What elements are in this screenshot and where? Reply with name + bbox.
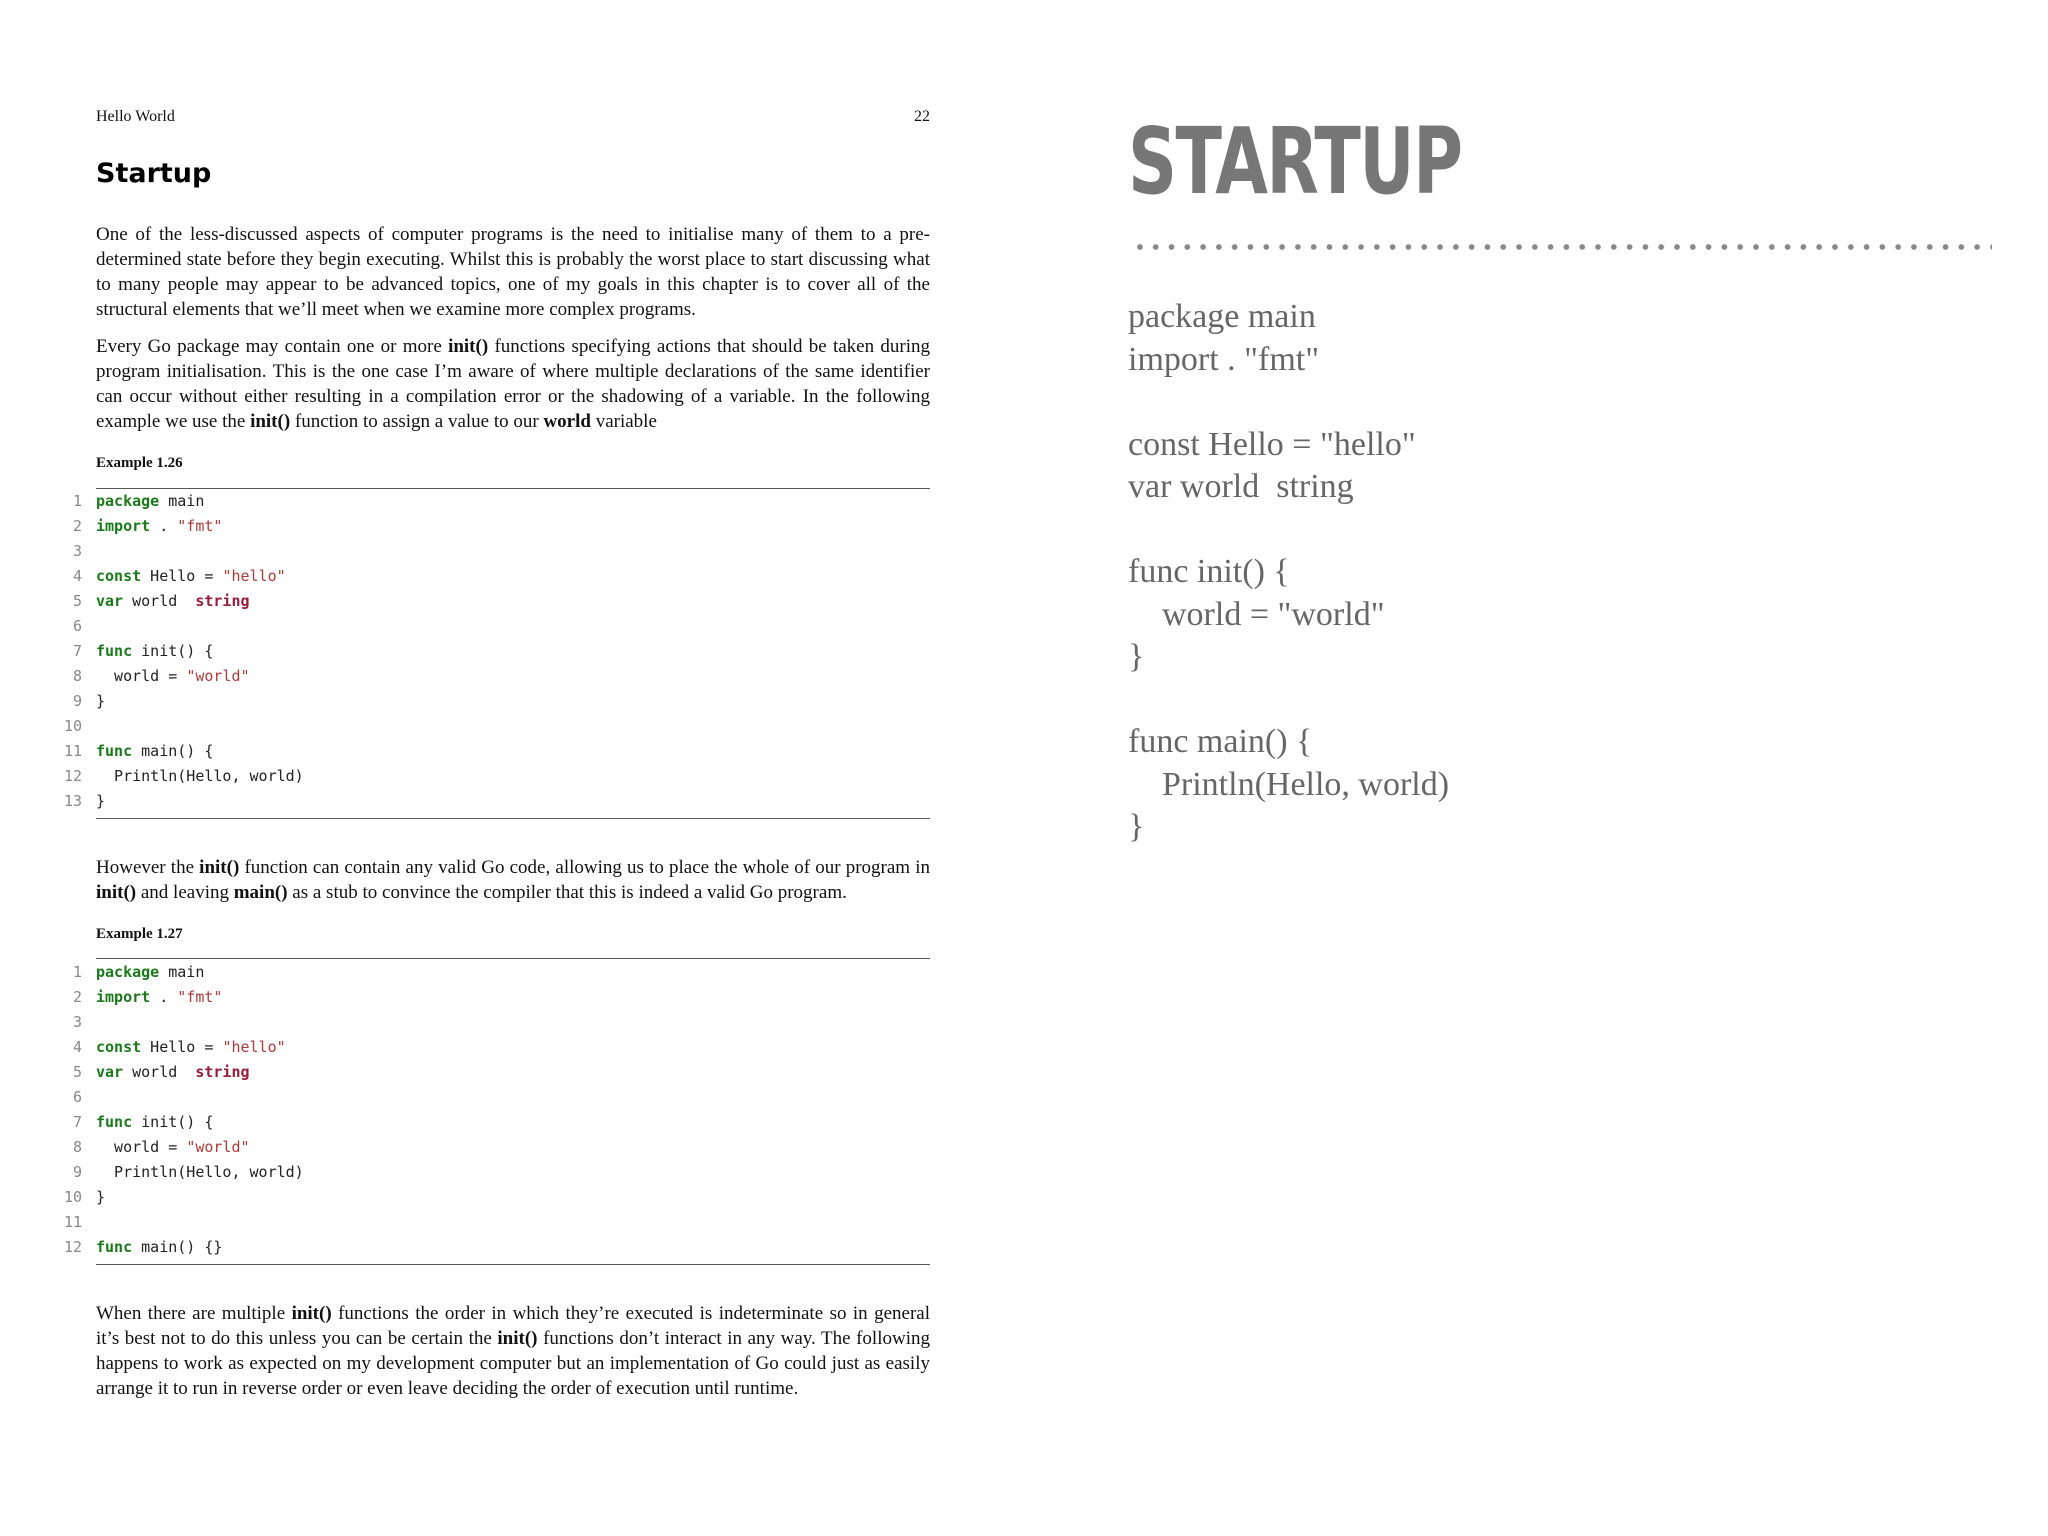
text-run: One of the less-discussed aspects of computer programs is the need to initialise many of them to a pre-determined state before they begin executing. Whilst this is probably the worst place to start discussing what to many people may appear to be advanced topics, one of my goals in this chapter is to cover all of the structural elements that we’ll meet when we examine more complex programs. xyxy=(96,224,930,320)
running-head xyxy=(96,108,930,132)
line-number: 11 xyxy=(63,742,82,760)
code-line xyxy=(40,589,930,614)
code-line xyxy=(40,539,930,564)
code-keyword: package xyxy=(96,963,160,981)
code-string: "fmt" xyxy=(177,988,223,1006)
code-text: main xyxy=(159,492,205,510)
code-text: } xyxy=(96,692,106,710)
code-text: main xyxy=(159,963,205,981)
running-head-title: Hello World xyxy=(96,108,175,125)
code-text: main() {} xyxy=(132,1238,223,1256)
example-label: Example 1.26 xyxy=(96,455,183,471)
paragraph-init-any-code xyxy=(96,855,930,905)
line-number: 13 xyxy=(63,792,82,810)
code-line xyxy=(40,1110,930,1135)
code-text: } xyxy=(96,1188,106,1206)
code-line xyxy=(40,1010,930,1035)
code-string: "fmt" xyxy=(177,517,223,535)
code-keyword: var xyxy=(96,1063,124,1081)
inline-code-term: init() xyxy=(291,1303,332,1324)
code-text: Hello = xyxy=(141,567,223,585)
code-text: world = xyxy=(96,667,187,685)
code-bottom-rule xyxy=(96,1264,930,1265)
slide-code-line: import . "fmt" xyxy=(1128,340,1320,378)
line-number: 12 xyxy=(63,767,82,785)
line-number: 12 xyxy=(63,1238,82,1256)
code-bottom-rule xyxy=(96,818,930,819)
code-text: } xyxy=(96,792,106,810)
code-line xyxy=(40,714,930,739)
text-run: However the xyxy=(96,857,200,878)
line-number: 10 xyxy=(63,1188,82,1206)
code-text: world xyxy=(123,592,196,610)
code-keyword: import xyxy=(96,988,151,1006)
line-number: 2 xyxy=(72,517,82,535)
paragraph-init-functions xyxy=(96,334,930,434)
code-keyword: var xyxy=(96,592,124,610)
line-number: 5 xyxy=(72,1063,82,1081)
text-run: function to assign a value to our xyxy=(290,411,544,432)
code-line xyxy=(40,985,930,1010)
code-string: "world" xyxy=(186,1138,250,1156)
code-keyword: func xyxy=(96,642,133,660)
code-line xyxy=(40,1210,930,1235)
code-string: "hello" xyxy=(222,1038,286,1056)
slide-code-line: const Hello = "hello" xyxy=(1128,425,1416,463)
text-run: functions specifying actions that should be taken during program initialisation. This is the one case I’m aware of where multiple declarations of the same identifier can occur without either resulting in a compilation error or the shadowing of a variable. In the following example we use the xyxy=(96,336,930,432)
code-line xyxy=(40,960,930,985)
slide-code xyxy=(1128,296,1449,849)
slide-code-line xyxy=(1128,679,1449,722)
code-line xyxy=(40,1035,930,1060)
code-line xyxy=(40,664,930,689)
code-line xyxy=(40,564,930,589)
code-line xyxy=(40,789,930,814)
code-line xyxy=(40,1185,930,1210)
inline-code-term: init() xyxy=(250,411,291,432)
line-number: 8 xyxy=(72,667,82,685)
code-line xyxy=(40,1160,930,1185)
text-run: variable xyxy=(590,411,657,432)
line-number: 1 xyxy=(72,492,82,510)
line-number: 1 xyxy=(72,963,82,981)
code-line xyxy=(40,639,930,664)
text-run: When there are multiple xyxy=(96,1303,292,1324)
code-text: world xyxy=(123,1063,196,1081)
code-keyword: package xyxy=(96,492,160,510)
slide-title: STARTUP xyxy=(1128,108,1462,215)
code-string: "world" xyxy=(186,667,250,685)
code-line xyxy=(40,739,930,764)
code-line xyxy=(40,1060,930,1085)
inline-code-term: init() xyxy=(96,882,137,903)
code-line xyxy=(40,1085,930,1110)
code-line xyxy=(40,614,930,639)
paragraph-multiple-init xyxy=(96,1301,930,1401)
slide-code-line: world = "world" xyxy=(1128,595,1385,633)
code-line xyxy=(40,764,930,789)
code-text: main() { xyxy=(132,742,214,760)
line-number: 4 xyxy=(72,567,82,585)
line-number: 5 xyxy=(72,592,82,610)
inline-code-term: init() xyxy=(497,1328,538,1349)
text-run: Every Go package may contain one or more xyxy=(96,336,449,357)
code-line xyxy=(40,489,930,514)
dotted-divider xyxy=(1132,243,1992,251)
line-number: 4 xyxy=(72,1038,82,1056)
line-number: 3 xyxy=(72,542,82,560)
inline-code-term: init() xyxy=(199,857,240,878)
slide-panel xyxy=(1128,0,2008,1536)
code-keyword: func xyxy=(96,1238,133,1256)
code-keyword: func xyxy=(96,1113,133,1131)
code-keyword: import xyxy=(96,517,151,535)
text-run: functions don’t interact in any way. The following happens to work as expected on my development computer but an implementation of Go could just as easily arrange it to run in reverse order or even leave deciding the order of execution until runtime. xyxy=(96,1328,930,1399)
example-label: Example 1.27 xyxy=(96,926,183,942)
code-listing xyxy=(40,960,930,1260)
code-listing xyxy=(40,489,930,814)
slide-code-line: func init() { xyxy=(1128,553,1290,590)
text-run: as a stub to convince the compiler that this is indeed a valid Go program. xyxy=(287,882,847,903)
code-line xyxy=(40,514,930,539)
code-type: string xyxy=(195,592,250,610)
line-number: 8 xyxy=(72,1138,82,1156)
code-text: init() { xyxy=(132,1113,214,1131)
code-keyword: const xyxy=(96,567,142,585)
line-number: 3 xyxy=(72,1013,82,1031)
text-run: and leaving xyxy=(136,882,234,903)
page-number: 22 xyxy=(914,108,930,125)
line-number: 2 xyxy=(72,988,82,1006)
inline-code-term: world xyxy=(543,411,591,432)
code-line xyxy=(40,1235,930,1260)
text-run: functions the order in which they’re executed is indeterminate so in general it’s best not to do this unless you can be certain the xyxy=(96,1303,930,1349)
code-line xyxy=(40,689,930,714)
slide-code-line: } xyxy=(1128,808,1145,845)
code-text: init() { xyxy=(132,642,214,660)
code-string: "hello" xyxy=(222,567,286,585)
slide-code-line: var world string xyxy=(1128,468,1354,505)
slide-code-line: Println(Hello, world) xyxy=(1128,765,1450,803)
line-number: 9 xyxy=(72,1163,82,1181)
slide-code-line xyxy=(1128,509,1449,552)
code-text: . xyxy=(150,988,178,1006)
text-run: function can contain any valid Go code, allowing us to place the whole of our program in xyxy=(239,857,930,878)
slide-code-line xyxy=(1128,381,1449,424)
code-line xyxy=(40,1135,930,1160)
line-number: 10 xyxy=(63,717,82,735)
slide-code-line: package main xyxy=(1128,298,1316,335)
book-page xyxy=(63,0,930,1536)
inline-code-term: init() xyxy=(448,336,489,357)
code-top-rule xyxy=(96,958,930,959)
line-number: 6 xyxy=(72,617,82,635)
line-number: 7 xyxy=(72,642,82,660)
code-keyword: const xyxy=(96,1038,142,1056)
inline-code-term: main() xyxy=(233,882,288,903)
line-number: 9 xyxy=(72,692,82,710)
paragraph-intro xyxy=(96,222,930,322)
line-number: 6 xyxy=(72,1088,82,1106)
code-text: world = xyxy=(96,1138,187,1156)
code-text: Hello = xyxy=(141,1038,223,1056)
code-keyword: func xyxy=(96,742,133,760)
slide-code-line: } xyxy=(1128,638,1145,675)
line-number: 7 xyxy=(72,1113,82,1131)
line-number: 11 xyxy=(63,1213,82,1231)
code-text: . xyxy=(150,517,178,535)
code-text: Println(Hello, world) xyxy=(96,767,304,785)
slide-code-line: func main() { xyxy=(1128,723,1313,760)
code-type: string xyxy=(195,1063,250,1081)
section-title: Startup xyxy=(96,158,212,189)
code-text: Println(Hello, world) xyxy=(96,1163,304,1181)
